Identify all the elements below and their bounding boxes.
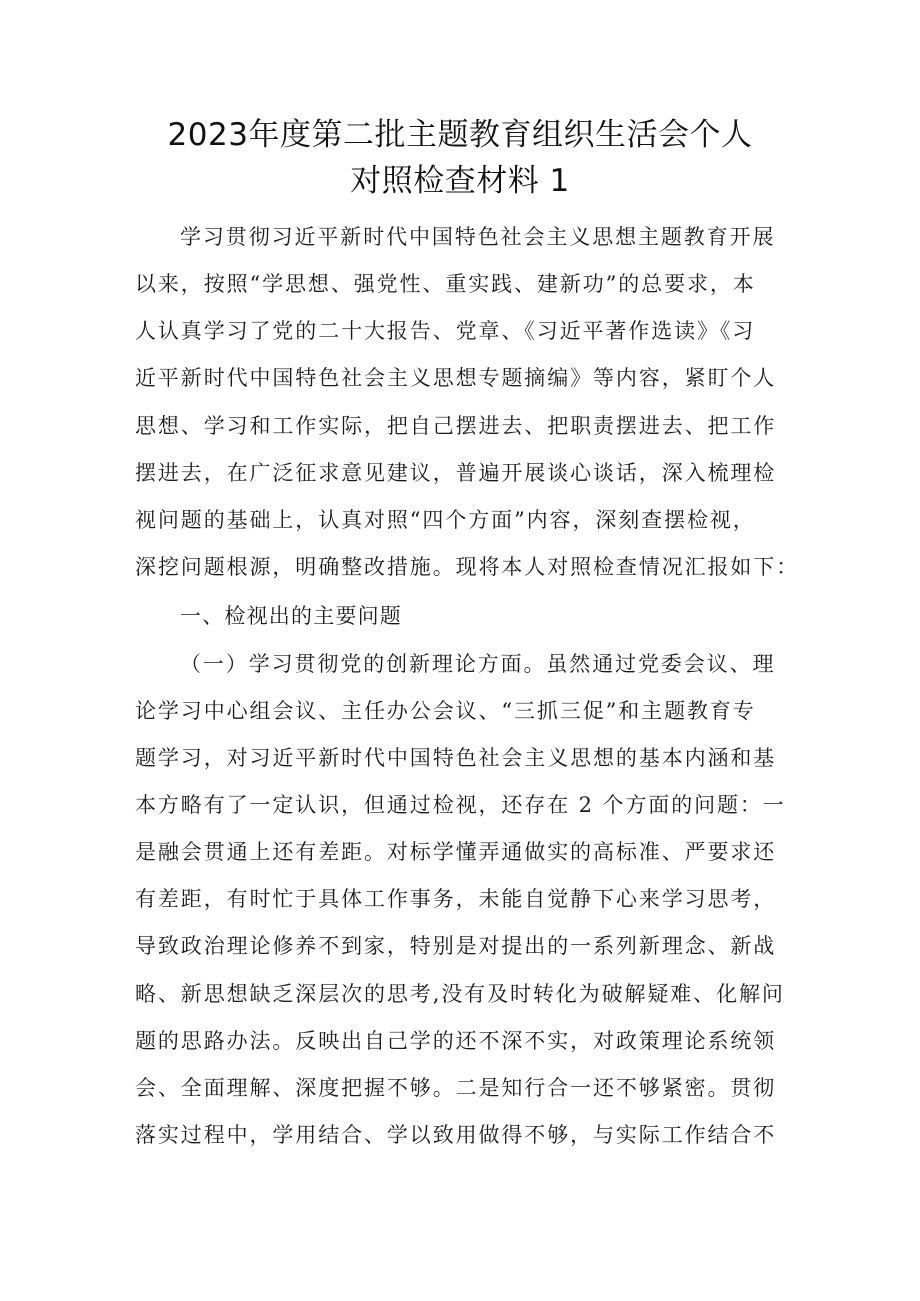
section-heading: 一、检视出的主要问题 (180, 604, 402, 628)
paragraph-line: （一）学习贯彻党的创新理论方面。虽然通过党委会议、理 (180, 652, 776, 676)
paragraph-line: 本方略有了一定认识，但通过检视，还存在 2 个方面的问题：一 (135, 793, 786, 817)
paragraph-line: 论学习中心组会议、主任办公会议、“三抓三促”和主题教育专 (135, 699, 756, 723)
paragraph-line: 近平新时代中国特色社会主义思想专题摘编》等内容，紧盯个人 (135, 366, 777, 390)
paragraph-line: 以来，按照“学思想、强党性、重实践、建新功”的总要求，本 (135, 272, 756, 296)
paragraph-line: 会、全面理解、深度把握不够。二是知行合一还不够紧密。贯彻 (135, 1076, 777, 1100)
paragraph-line: 导致政治理论修养不到家，特别是对提出的一系列新理念、新战 (135, 934, 777, 958)
paragraph-line: 题的思路办法。反映出自己学的还不深不实，对政策理论系统领 (135, 1029, 777, 1053)
paragraph-line: 略、新思想缺乏深层次的思考,没有及时转化为破解疑难、化解问 (135, 982, 785, 1006)
paragraph-line: 有差距，有时忙于具体工作事务，未能自觉静下心来学习思考， (135, 887, 777, 911)
paragraph-line: 思想、学习和工作实际，把自己摆进去、把职责摆进去、把工作 (135, 414, 777, 438)
paragraph-line: 人认真学习了党的二十大报告、党章、《习近平著作选读》《习 (135, 319, 756, 343)
paragraph-line: 落实过程中，学用结合、学以致用做得不够，与实际工作结合不 (135, 1123, 777, 1147)
paragraph-line: 摆进去，在广泛征求意见建议，普遍开展谈心谈话，深入梳理检 (135, 461, 777, 485)
document-title-line-2: 对照检查材料 1 (350, 163, 570, 199)
paragraph-line: 学习贯彻习近平新时代中国特色社会主义思想主题教育开展 (180, 225, 776, 249)
paragraph-line: 深挖问题根源，明确整改措施。现将本人对照检查情况汇报如下： (135, 555, 800, 579)
paragraph-line: 视问题的基础上，认真对照“四个方面”内容，深刻查摆检视， (135, 508, 756, 532)
paragraph-line: 题学习，对习近平新时代中国特色社会主义思想的基本内涵和基 (135, 746, 777, 770)
paragraph-line: 是融会贯通上还有差距。对标学懂弄通做实的高标准、严要求还 (135, 840, 777, 864)
document-title-line-1: 2023年度第二批主题教育组织生活会个人 (167, 117, 753, 153)
